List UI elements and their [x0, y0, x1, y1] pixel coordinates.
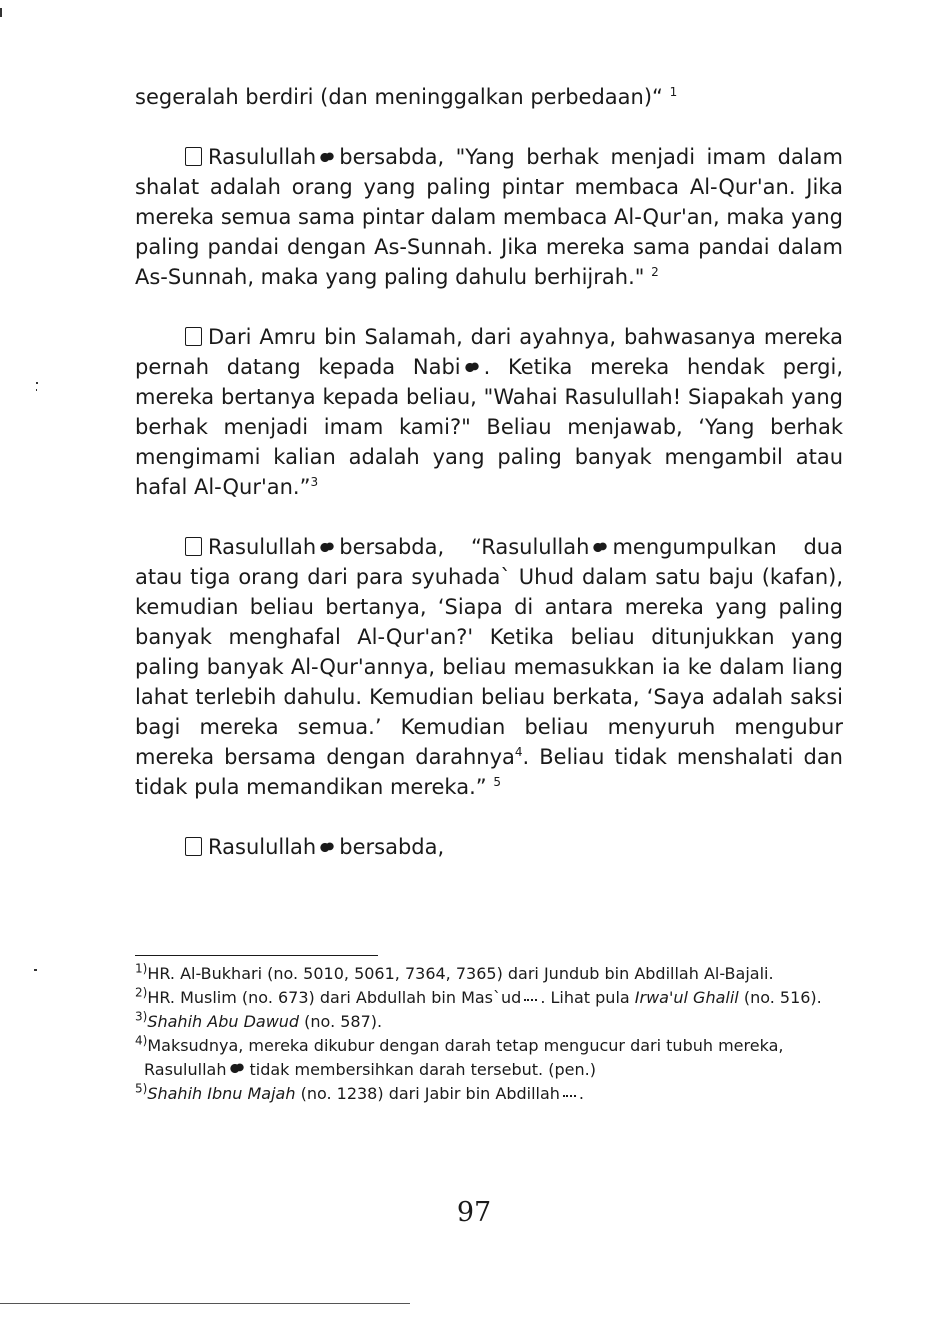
paragraph-syuhada-uhud: Rasulullah bersabda, “Rasulullah mengumpulkan dua atau tiga orang dari para syuhada` Uhud dalam satu baju (kafan), kemudian beliau bertanya, ‘Siapa di antara mereka yang paling banyak menghafal Al-Qur'an?' Ketika beliau ditunjukkan yang paling banyak Al-Qur'annya, beliau memasukkan ia ke dalam liang lahat terlebih dahulu. Kemudian beliau berkata, ‘Saya adalah saksi bagi mereka semua.’ Kemudian beliau menyuruh mengubur mereka bersama dengan darahnya$^4$. Beliau tidak menshalati dan tidak pula memandikan mereka.” $^5$	[135, 535, 843, 799]
salawat-glyph-icon	[465, 362, 479, 373]
salawat-glyph-icon	[320, 842, 334, 853]
footnote-ref-5: 5	[493, 775, 501, 789]
footnote-4: $^{4)}$Maksudnya, mereka dikubur dengan darah tetap mengucur dari tubuh mereka, Rasulullah tidak membersihkan darah tersebut. (pen.)	[135, 1033, 784, 1079]
footnote-ref-1: 1	[669, 85, 678, 99]
scan-speck	[36, 389, 37, 391]
paragraph-rasulullah-bersabda: Rasulullah bersabda,	[135, 832, 843, 862]
scan-speck	[36, 382, 38, 384]
footnote-5: $^{5)}$Shahih Ibnu Majah (no. 1238) dari Jabir bin Abdillah .	[135, 1081, 585, 1103]
footnote-ref-2: 2	[651, 265, 659, 279]
footnotes	[135, 962, 847, 1106]
radhiyallahu-glyph-icon	[563, 1089, 576, 1097]
radhiyallahu-glyph-icon	[524, 993, 537, 1001]
footnote-ref-4: 4	[514, 745, 523, 759]
main-text	[135, 82, 843, 892]
scan-speck	[0, 8, 2, 17]
footnote-1: $^{1)}$HR. Al-Bukhari (no. 5010, 5061, 7364, 7365) dari Jundub bin Abdillah Al-Bajali.	[135, 961, 774, 983]
salawat-glyph-icon	[320, 152, 334, 163]
paragraph-continuation: segeralah berdiri (dan meninggalkan perbedaan)“ $^1$	[135, 85, 678, 109]
page-number: 97	[456, 1197, 492, 1228]
salawat-glyph-icon	[593, 542, 607, 553]
bullet-box-icon	[185, 327, 202, 346]
footnote-3: $^{3)}$Shahih Abu Dawud (no. 587).	[135, 1009, 383, 1031]
footnote-separator	[135, 955, 378, 956]
footnote-ref-3: 3	[310, 475, 319, 489]
paragraph-hadith-imam: Rasulullah bersabda, "Yang berhak menjadi imam dalam shalat adalah orang yang paling pintar membaca Al-Qur'an. Jika mereka semua sama pintar dalam membaca Al-Qur'an, maka yang paling pandai dengan As-Sunnah. Jika mereka sama pandai dalam As-Sunnah, maka yang paling dahulu berhijrah." $^2$	[135, 145, 843, 289]
bullet-box-icon	[185, 837, 202, 856]
salawat-glyph-icon	[320, 542, 334, 553]
footnote-2: $^{2)}$HR. Muslim (no. 673) dari Abdullah bin Mas`ud . Lihat pula Irwa'ul Ghalil (no. 516).	[135, 985, 822, 1007]
bullet-box-icon	[185, 147, 202, 166]
bullet-box-icon	[185, 537, 202, 556]
paragraph-amru-bin-salamah: Dari Amru bin Salamah, dari ayahnya, bahwasanya mereka pernah datang kepada Nabi . Ketika mereka hendak pergi, mereka bertanya kepada beliau, "Wahai Rasulullah! Siapakah yang berhak menjadi imam kami?" Beliau menjawab, ‘Yang berhak mengimami kalian adalah yang paling banyak mengambil atau hafal Al-Qur'an.”$^3$	[135, 325, 843, 499]
scan-speck	[34, 969, 37, 971]
scan-edge-line	[0, 1303, 410, 1304]
salawat-glyph-icon	[230, 1063, 244, 1074]
